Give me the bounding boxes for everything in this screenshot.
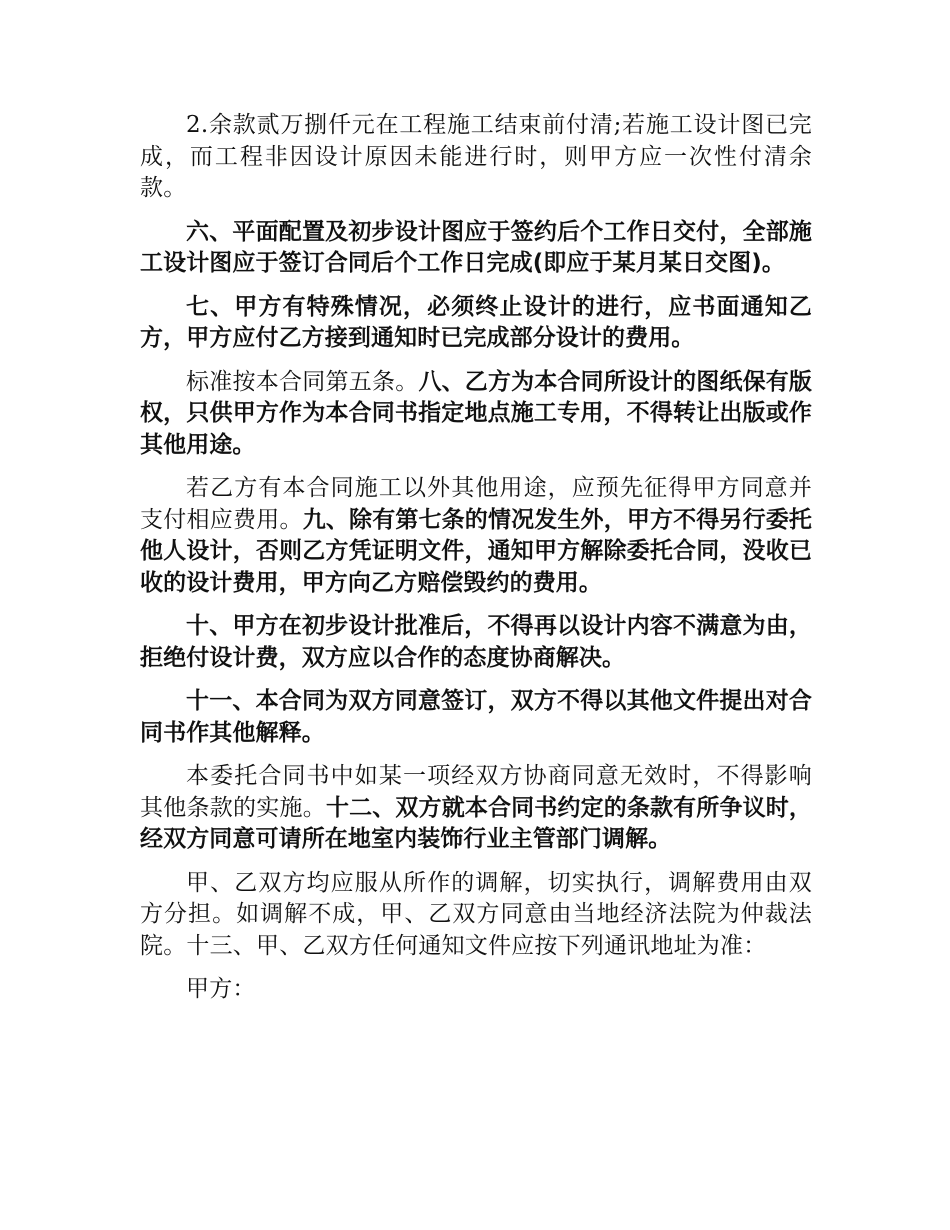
paragraph-clause-8	[140, 367, 812, 462]
clause-text: 本委托合同书中如某一项经双方协商同意无效时，不得影响其他条款的实施。	[140, 763, 812, 821]
paragraph-clause-10	[140, 611, 812, 674]
clause-heading-text: 七、甲方有特殊情况，必须终止设计的进行，应书面通知乙方，甲方应付乙方接到通知时已完成部分设计的费用。	[140, 293, 812, 351]
paragraph-clause-11	[140, 686, 812, 749]
paragraph-clause-12	[140, 761, 812, 856]
document-page	[140, 110, 812, 1018]
paragraph-clause-6	[140, 217, 812, 280]
clause-text: 标准按本合同第五条。	[186, 368, 419, 395]
paragraph-clause-9	[140, 473, 812, 599]
clause-heading-text: 六、平面配置及初步设计图应于签约后个工作日交付，全部施工设计图应于签订合同后个工作日完成(即应于某月某日交图)。	[140, 218, 812, 276]
clause-heading-text: 十、甲方在初步设计批准后，不得再以设计内容不满意为由，拒绝付设计费，双方应以合作的态度协商解决。	[140, 613, 812, 671]
clause-heading-text: 十二、双方就本合同书约定的条款有所争议时，经双方同意可请所在地室内装饰行业主管部门调解。	[140, 794, 812, 852]
clause-text: 2.余款贰万捌仟元在工程施工结束前付清;若施工设计图已完成，而工程非因设计原因未能进行时，则甲方应一次性付清余款。	[140, 112, 812, 201]
clause-heading-text: 十一、本合同为双方同意签订，双方不得以其他文件提出对合同书作其他解释。	[140, 688, 812, 746]
clause-heading-text: 九、除有第七条的情况发生外，甲方不得另行委托他人设计，否则乙方凭证明文件，通知甲方解除委托合同，没收已收的设计费用，甲方向乙方赔偿毁约的费用。	[140, 506, 812, 596]
party-a-label: 甲方：	[186, 976, 256, 1002]
paragraph-payment-balance	[140, 110, 812, 205]
paragraph-party-a	[140, 974, 812, 1006]
clause-text: 若乙方有本合同施工以外其他用途，应预先征得甲方同意并支付相应费用。	[140, 475, 812, 533]
clause-text: 甲、乙双方均应服从所作的调解，切实执行，调解费用由双方分担。如调解不成，甲、乙双方同意由当地经济法院为仲裁法院。十三、甲、乙双方任何通知文件应按下列通讯地址为准：	[140, 869, 812, 959]
clause-heading-text: 八、乙方为本合同所设计的图纸保有版权，只供甲方作为本合同书指定地点施工专用，不得转让出版或作其他用途。	[140, 368, 812, 458]
paragraph-clause-13	[140, 868, 812, 963]
paragraph-clause-7	[140, 292, 812, 355]
